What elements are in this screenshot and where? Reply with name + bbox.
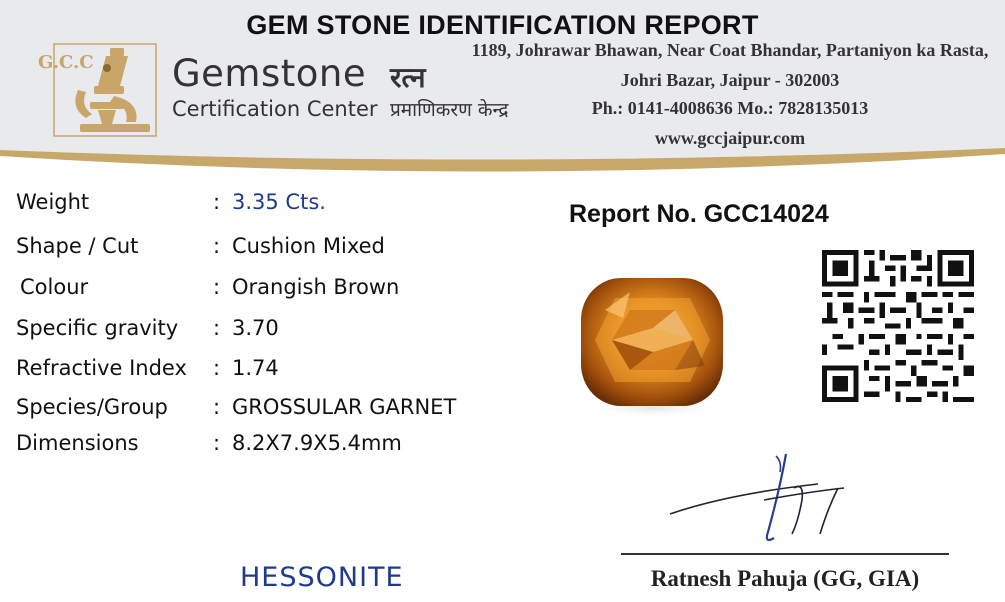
microscope-logo-icon [36, 42, 158, 138]
field-label: Colour [20, 275, 89, 299]
field-value: 3.35 Cts. [232, 190, 326, 214]
report-title: GEM STONE IDENTIFICATION REPORT [246, 10, 759, 40]
phone-line: Ph.: 0141-4008636 Mo.: 7828135013 [591, 98, 869, 118]
field-label: Species/Group [16, 395, 168, 419]
signer-name: Ratnesh Pahuja (GG, GIA) [650, 566, 920, 591]
field-value: 1.74 [232, 356, 279, 380]
field-colon: : [213, 356, 221, 380]
report-number: Report No. GCC14024 [569, 200, 829, 228]
hindi-title: रत्न [390, 61, 426, 94]
field-colon: : [213, 275, 221, 299]
hindi-subtitle: प्रमाणिकरण केन्द्र [390, 99, 509, 121]
field-label: Dimensions [16, 431, 139, 455]
field-label: Weight [16, 190, 90, 214]
field-value: Orangish Brown [232, 275, 400, 299]
field-value: 8.2X7.9X5.4mm [232, 431, 402, 455]
svg-text:G.C.C: G.C.C [38, 52, 94, 73]
field-label: Refractive Index [16, 356, 187, 380]
website-line: www.gccjaipur.com [654, 128, 806, 148]
field-label: Specific gravity [16, 316, 179, 340]
report-header [0, 0, 1005, 190]
field-colon: : [213, 431, 221, 455]
gem-image [575, 270, 730, 420]
field-value: GROSSULAR GARNET [232, 395, 457, 419]
handwritten-signature [668, 448, 868, 548]
field-value: Cushion Mixed [232, 234, 385, 258]
field-value: 3.70 [232, 316, 279, 340]
address-line-1: 1189, Johrawar Bhawan, Near Coat Bhandar, Partaniyon ka Rasta, [471, 40, 989, 60]
field-colon: : [213, 395, 221, 419]
field-colon: : [213, 190, 221, 214]
qr-code-icon [822, 250, 974, 402]
field-label: Shape / Cut [16, 234, 139, 258]
stone-name: HESSONITE [240, 562, 404, 593]
field-colon: : [213, 316, 221, 340]
signature-line [621, 553, 949, 555]
field-colon: : [213, 234, 221, 258]
brand-name: Gemstone [172, 52, 367, 95]
brand-subtitle: Certification Center [172, 97, 378, 121]
address-line-2: Johri Bazar, Jaipur - 302003 [620, 70, 840, 90]
